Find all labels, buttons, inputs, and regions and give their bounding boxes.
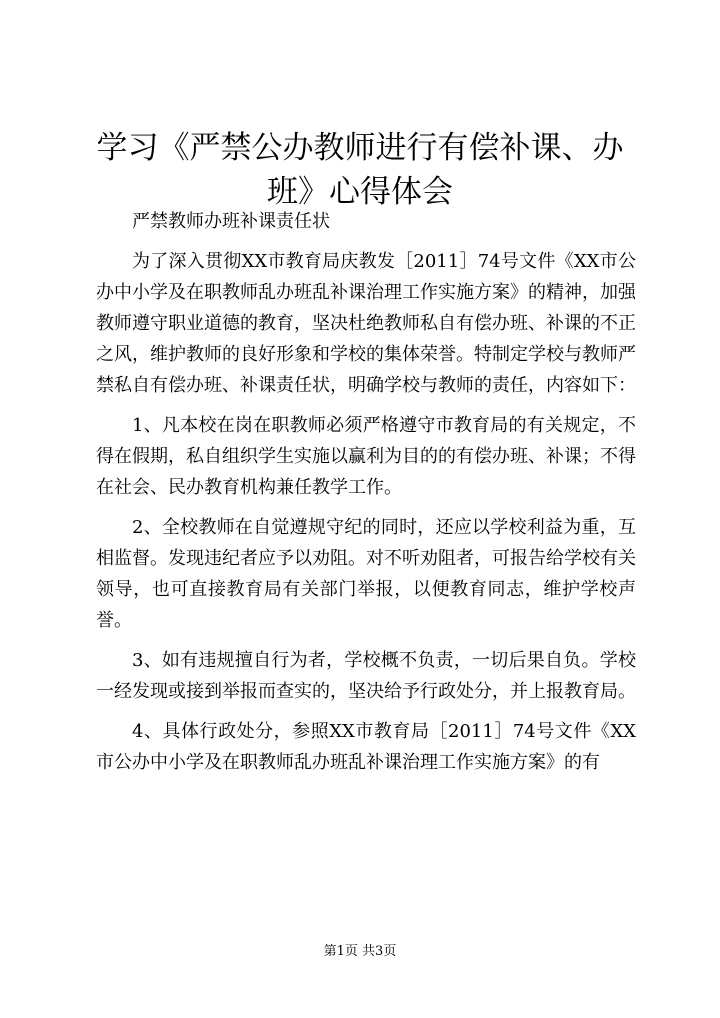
document-body xyxy=(96,206,636,778)
paragraph-item-2: 2、全校教师在自觉遵规守纪的同时，还应以学校利益为重，互相监督。发现违纪者应予以劝阻。对不听劝阻者，可报告给学校有关领导，也可直接教育局有关部门举报，以便教育同志，维护学校声誉。 xyxy=(96,517,636,631)
paragraph-item-1: 1、凡本校在岗在职教师必须严格遵守市教育局的有关规定，不得在假期，私自组织学生实施以赢利为目的的有偿办班、补课；不得在社会、民办教育机构兼任教学工作。 xyxy=(96,415,636,498)
document-title: 学习《严禁公办教师进行有偿补课、办班》心得体会 xyxy=(96,130,624,210)
paragraph-item-4: 4、具体行政处分，参照XX市教育局［2011］74号文件《XX市公办中小学及在职教师乱办班乱补课治理工作实施方案》的有 xyxy=(96,721,636,773)
paragraph-intro: 为了深入贯彻XX市教育局庆教发［2011］74号文件《XX市公办中小学及在职教师乱办班乱补课治理工作实施方案》的精神，加强教师遵守职业道德的教育，坚决杜绝教师私自有偿办班、补课的不正之风，维护教师的良好形象和学校的集体荣誉。特制定学校与教师严禁私自有偿办班、补课责任状，明确学校与教师的责任，内容如下： xyxy=(96,251,636,396)
page-number-footer: 第1页 共3页 xyxy=(323,944,397,959)
paragraph-subtitle: 严禁教师办班补课责任状 xyxy=(132,211,330,232)
paragraph-item-3: 3、如有违规擅自行为者，学校概不负责，一切后果自负。学校一经发现或接到举报而查实的，坚决给予行政处分，并上报教育局。 xyxy=(96,650,636,702)
